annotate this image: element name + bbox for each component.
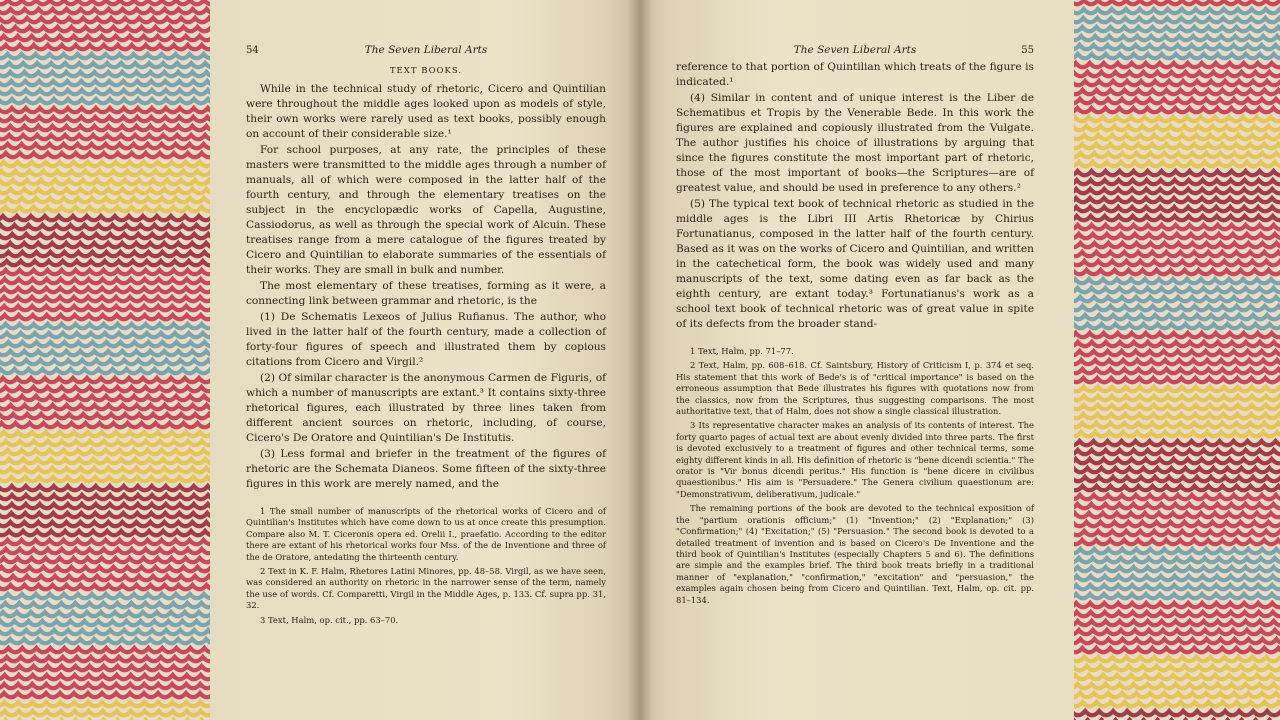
running-head-title: The Seven Liberal Arts xyxy=(364,44,488,56)
running-head xyxy=(676,44,1034,60)
paragraph: While in the technical study of rhetoric, Cicero and Quintilian were throughout the middle ages looked upon as models of style, their own works were rarely used as text books, possibly enough on account of their considerable size.¹ xyxy=(246,83,606,140)
footnotes xyxy=(246,506,606,626)
footnote: 2 Text, Halm, pp. 608–618. Cf. Saintsbury, History of Criticism I, p. 374 et seq. His statement that this work of Bede's is of "critical importance" is based on the erroneous assumption that Bede illustrates his figures with quotations now from the classics, now from the Scriptures, thus suggesting comparisons. The most authoritative text, that of Halm, does not show a single classical illustration. xyxy=(676,360,1034,417)
paragraph: (5) The typical text book of technical rhetoric as studied in the middle ages is the Libri III Artis Rhetoricæ by Chirius Fortunatianus, composed in the latter half of the fourth century. Based as it was on the works of Cicero and Quintilian, and written in the catechetical form, the book was widely used and many manuscripts of the text, some dating even as far back as the eighth century, are extant today.³ Fortunatianus's work as a school text book of technical rhetoric was of great value in spite of its defects from the broader stand- xyxy=(676,198,1034,330)
marble-scallop xyxy=(1072,504,1280,508)
paragraph: For school purposes, at any rate, the principles of these masters were transmitted to the middle ages through a number of manuals, all of which were composed in the latter half of the fourth century, and through the elementary treatises on the subject in the encyclopædic works of Capella, Augustine, Cassiodorus, as well as through the special work of Alcuin. These treatises range from a mere catalogue of the figures treated by Cicero and Quintilian to elaborate summaries of the essentials of their works. They are small in bulk and number. xyxy=(246,144,606,276)
book-gutter xyxy=(628,0,652,720)
footnote: The remaining portions of the book are devoted to the technical exposition of the "partium orationis officium;" (1) "Invention;" (2) "Explanation;" (3) "Confirmation;" (4) "Excitation;" (5) "Persuasion." The second book is devoted to a detailed treatment of invention and is based on Cicero's De Inventione and the third book of Quintilian's Institutes (especially Chapters 5 and 6). The definitions are simple and the examples brief. The third book treats briefly in a traditional manner of "explanation," "confirmation," "excitation" and "persuasion," the examples again chosen being from Cicero and Quintilian. Text, Halm, op. cit. pp. 81–134. xyxy=(676,503,1034,605)
running-head-title: The Seven Liberal Arts xyxy=(793,44,917,56)
footnotes xyxy=(676,346,1034,606)
running-head xyxy=(246,44,606,60)
footnote: 2 Text in K. F. Halm, Rhetores Latini Minores, pp. 48–58. Virgil, as we have seen, was considered an authority on rhetoric in the narrower sense of the term, namely the use of words. Cf. Comparetti, Virgil in the Middle Ages, p. 133. Cf. supra pp. 31, 32. xyxy=(246,566,606,611)
paragraph: reference to that portion of Quintilian which treats of the figure is indicated.¹ xyxy=(676,61,1034,88)
footnote: 3 Text, Halm, op. cit., pp. 63–70. xyxy=(260,614,399,625)
book-page-right xyxy=(640,0,1074,720)
paragraph: (3) Less formal and briefer in the treatment of the figures of rhetoric are the Schemata Dianeos. Some fifteen of the sixty-three figures in this work are merely named, and the xyxy=(246,448,606,490)
paragraph: (1) De Schematis Lexeos of Julius Rufianus. The author, who lived in the latter half of the fourth century, made a collection of forty-four figures of speech and illustrated them by copious citations from Cicero and Virgil.² xyxy=(246,311,606,368)
section-heading: TEXT BOOKS. xyxy=(389,66,463,76)
marble-pattern-left xyxy=(0,0,212,720)
paragraph: (2) Of similar character is the anonymous Carmen de Figuris, of which a number of manuscripts are extant.³ It contains sixty-three rhetorical figures, each illustrated by three lines taken from different ancient sources on rhetoric, including, of course, Cicero's De Oratore and Quintilian's De Institutis. xyxy=(246,372,606,444)
marble-scallop xyxy=(1072,108,1280,112)
footnote: 3 Its representative character makes an analysis of its contents of interest. The forty quarto pages of actual text are about evenly divided into three parts. The first is devoted exclusively to a treatment of figures and other technical terms, some eighty different kinds in all. His definition of rhetoric is "bene dicendi scientia." The orator is "Vir bonus dicendi peritus." His function is "bene dicere in civilibus quaestionibus." His aim is "Persuadere." The Genera civilium quaestionum are: "Demonstrativum, deliberativum, judicale." xyxy=(676,420,1034,499)
marbled-endpaper-right xyxy=(1072,0,1280,720)
paragraph: The most elementary of these treatises, forming as it were, a connecting link between grammar and rhetoric, is the xyxy=(246,280,606,307)
marble-pattern-right xyxy=(1072,0,1280,720)
paragraph: (4) Similar in content and of unique interest is the Liber de Schematibus et Tropis by the Venerable Bede. In this work the figures are explained and copiously illustrated from the Vulgate. The author justifies his choice of illustrations by arguing that since the figures constitute the most important part of rhetoric, those of the most important of books—the Scriptures—are of greatest value, and should be used in preference to any others.² xyxy=(676,92,1034,194)
book-page-left xyxy=(210,0,640,720)
footnote: 1 The small number of manuscripts of the rhetorical works of Cicero and of Quintilian's Institutes which have come down to us at once create this presumption. Compare also M. T. Ciceronis opera ed. Orelii I., praefatio. According to the editor there are extant of his rhetorical works four Mss. of the de Inventione and three of the de Oratore, antedating the thirteenth century. xyxy=(246,506,606,562)
page-number: 54 xyxy=(246,45,259,56)
body-text xyxy=(246,82,606,492)
page-number: 55 xyxy=(1021,45,1034,56)
marbled-endpaper-left xyxy=(0,0,212,720)
footnote: 1 Text, Halm, pp. 71–77. xyxy=(690,346,794,356)
body-text xyxy=(676,60,1034,332)
